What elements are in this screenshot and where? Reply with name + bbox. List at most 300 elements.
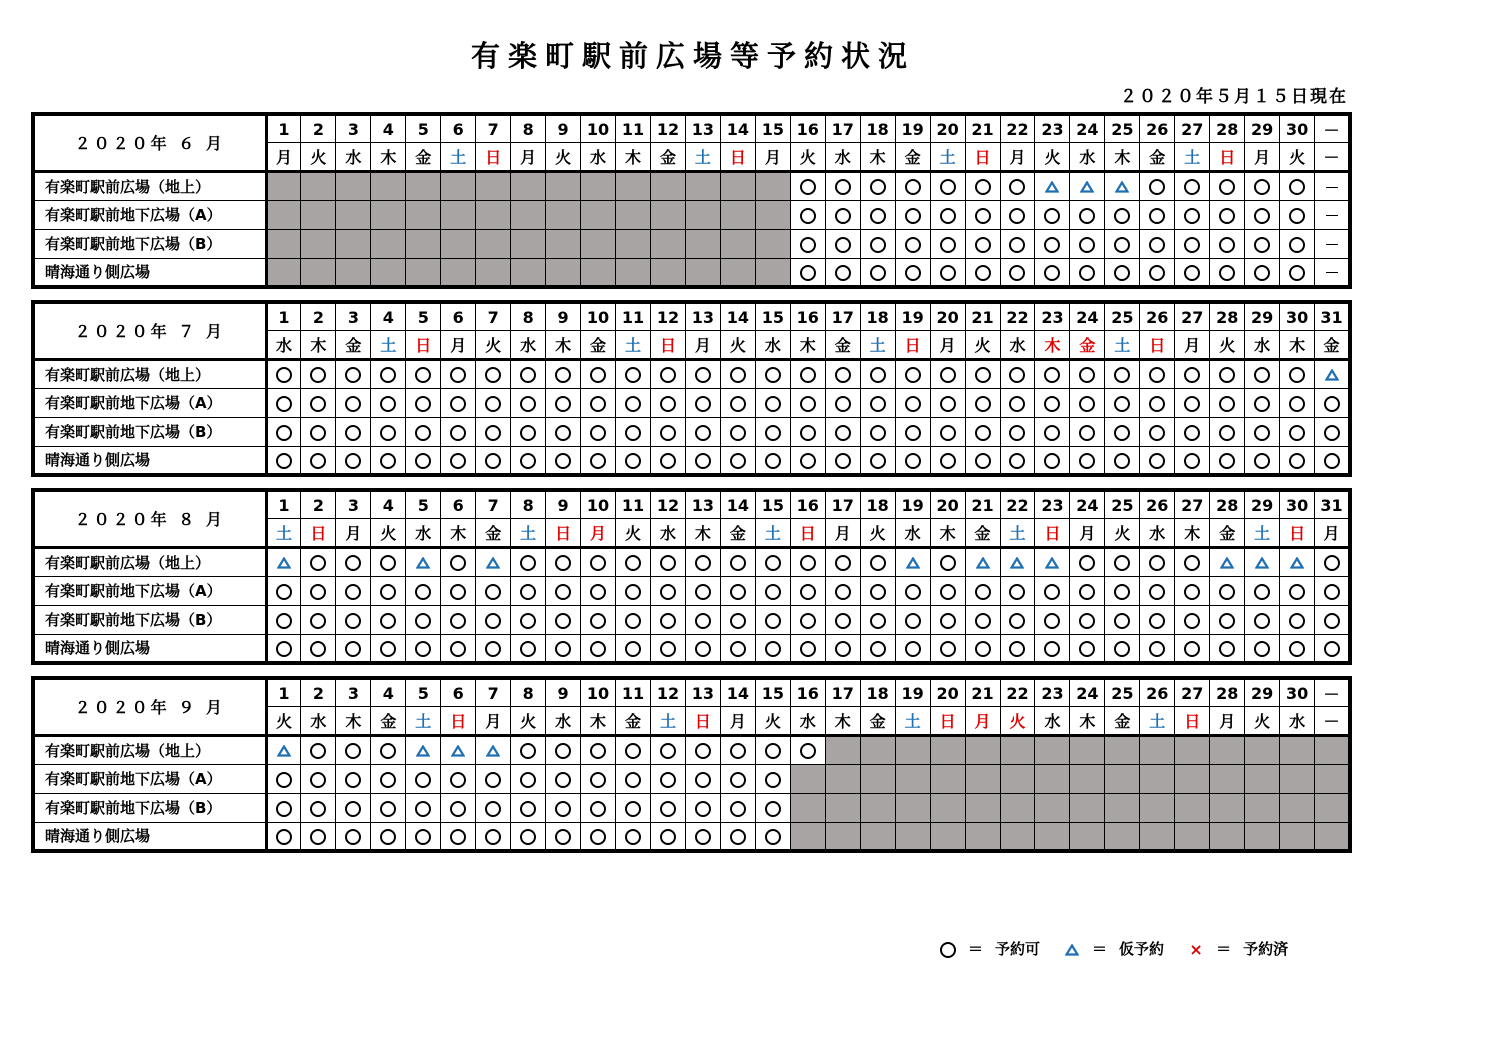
table-row (33, 359, 1350, 388)
availability-cell (1000, 634, 1035, 663)
weekday: 月 (1315, 519, 1350, 548)
day-number: 5 (406, 302, 441, 331)
circle-icon (730, 641, 746, 657)
day-number: 21 (965, 302, 1000, 331)
circle-icon (450, 453, 466, 469)
availability-cell (650, 229, 685, 258)
weekday: 日 (720, 143, 755, 172)
availability-cell (1035, 388, 1070, 417)
day-number: 24 (1070, 678, 1105, 707)
availability-cell (1315, 735, 1350, 764)
availability-cell (616, 200, 651, 229)
circle-icon (1254, 425, 1270, 441)
availability-cell (720, 446, 755, 475)
weekday: 水 (581, 143, 616, 172)
circle-icon (695, 396, 711, 412)
availability-cell (476, 388, 511, 417)
availability-cell (511, 388, 546, 417)
circle-icon (940, 584, 956, 600)
availability-cell (1210, 417, 1245, 446)
availability-cell (616, 735, 651, 764)
availability-cell (1070, 735, 1105, 764)
weekday: 水 (1280, 707, 1315, 736)
equals-sign: ＝ (1216, 940, 1232, 958)
circle-icon (800, 613, 816, 629)
availability-cell (546, 200, 581, 229)
availability-cell (301, 735, 336, 764)
circle-icon (590, 772, 606, 788)
circle-icon (415, 613, 431, 629)
circle-icon (450, 829, 466, 845)
availability-cell (266, 417, 301, 446)
availability-cell (1245, 388, 1280, 417)
day-number: 6 (441, 490, 476, 519)
availability-cell (476, 576, 511, 605)
availability-cell (441, 359, 476, 388)
circle-icon (660, 555, 676, 571)
circle-icon (660, 641, 676, 657)
availability-cell (1140, 764, 1175, 793)
circle-icon (345, 641, 361, 657)
day-number: 3 (336, 678, 371, 707)
circle-icon (485, 613, 501, 629)
circle-icon (276, 425, 292, 441)
availability-cell (650, 735, 685, 764)
circle-icon (625, 453, 641, 469)
availability-cell (1280, 822, 1315, 851)
circle-icon (380, 641, 396, 657)
availability-cell (1315, 822, 1350, 851)
circle-icon (765, 555, 781, 571)
availability-cell (860, 634, 895, 663)
availability-cell (476, 171, 511, 200)
weekday: 日 (650, 331, 685, 360)
weekday: 土 (1175, 143, 1210, 172)
circle-icon (380, 743, 396, 759)
availability-cell (616, 417, 651, 446)
availability-cell (1245, 793, 1280, 822)
availability-cell (441, 258, 476, 287)
availability-cell (1280, 634, 1315, 663)
day-number: 11 (616, 114, 651, 143)
day-number: 8 (511, 114, 546, 143)
circle-icon (1009, 453, 1025, 469)
circle-icon (940, 555, 956, 571)
availability-cell (790, 605, 825, 634)
circle-icon (1324, 584, 1340, 600)
day-number: 3 (336, 302, 371, 331)
availability-cell (965, 735, 1000, 764)
availability-cell (441, 417, 476, 446)
availability-cell (1105, 258, 1140, 287)
circle-icon (625, 367, 641, 383)
availability-cell (546, 576, 581, 605)
availability-cell (301, 576, 336, 605)
day-number: 30 (1280, 678, 1315, 707)
availability-cell (930, 171, 965, 200)
weekday: 水 (301, 707, 336, 736)
availability-cell (511, 735, 546, 764)
availability-cell (1315, 171, 1350, 200)
circle-icon (1289, 367, 1305, 383)
circle-icon (450, 801, 466, 817)
circle-icon (555, 425, 571, 441)
availability-cell (1175, 200, 1210, 229)
day-number: 26 (1140, 490, 1175, 519)
day-number: 17 (825, 678, 860, 707)
circle-icon (1044, 453, 1060, 469)
availability-cell (825, 171, 860, 200)
circle-icon (1184, 453, 1200, 469)
circle-icon (276, 453, 292, 469)
availability-cell (1035, 822, 1070, 851)
circle-icon (625, 396, 641, 412)
weekday: 金 (825, 331, 860, 360)
circle-icon (765, 613, 781, 629)
availability-cell (930, 446, 965, 475)
availability-cell (860, 258, 895, 287)
day-number: 8 (511, 678, 546, 707)
availability-cell (895, 764, 930, 793)
availability-cell (895, 793, 930, 822)
availability-cell (755, 822, 790, 851)
circle-icon (660, 584, 676, 600)
circle-icon (520, 584, 536, 600)
circle-icon (1009, 208, 1025, 224)
circle-icon (520, 555, 536, 571)
weekday: 火 (301, 143, 336, 172)
availability-cell (301, 171, 336, 200)
availability-cell (266, 359, 301, 388)
legend-item (940, 938, 1040, 959)
circle-icon (905, 208, 921, 224)
circle-icon (1254, 584, 1270, 600)
table-row (33, 547, 1350, 576)
weekday: 月 (1070, 519, 1105, 548)
availability-cell (371, 793, 406, 822)
availability-cell (1245, 547, 1280, 576)
circle-icon (1219, 425, 1235, 441)
availability-cell (965, 359, 1000, 388)
weekday: 金 (720, 519, 755, 548)
weekday: 土 (860, 331, 895, 360)
circle-icon (695, 425, 711, 441)
availability-cell (1105, 634, 1140, 663)
circle-icon (1219, 237, 1235, 253)
circle-icon (1044, 265, 1060, 281)
weekday: 水 (1035, 707, 1070, 736)
availability-cell (860, 446, 895, 475)
triangle-icon (451, 745, 465, 757)
circle-icon (1289, 425, 1305, 441)
day-number: 17 (825, 490, 860, 519)
weekday: 金 (371, 707, 406, 736)
weekday: 木 (790, 331, 825, 360)
availability-cell (301, 547, 336, 576)
availability-cell (930, 605, 965, 634)
availability-cell (1035, 793, 1070, 822)
availability-cell (895, 634, 930, 663)
day-number: 31 (1315, 302, 1350, 331)
availability-cell (965, 547, 1000, 576)
availability-cell (790, 388, 825, 417)
day-number: 23 (1035, 114, 1070, 143)
availability-cell (1000, 547, 1035, 576)
availability-cell (441, 605, 476, 634)
availability-cell (336, 605, 371, 634)
availability-cell (790, 547, 825, 576)
circle-icon (1149, 396, 1165, 412)
availability-cell (1105, 735, 1140, 764)
circle-icon (590, 641, 606, 657)
circle-icon (1149, 237, 1165, 253)
availability-cell (441, 200, 476, 229)
availability-cell (1140, 388, 1175, 417)
availability-cell (860, 359, 895, 388)
availability-cell (336, 576, 371, 605)
weekday: 土 (511, 519, 546, 548)
availability-cell (1070, 446, 1105, 475)
availability-cell (790, 200, 825, 229)
availability-cell (301, 822, 336, 851)
day-number: 12 (650, 490, 685, 519)
circle-icon (485, 801, 501, 817)
availability-cell (546, 547, 581, 576)
weekday: 木 (336, 707, 371, 736)
month-label: ２０２０年 ８ 月 (33, 490, 266, 547)
day-number: 7 (476, 114, 511, 143)
availability-cell (650, 793, 685, 822)
weekday: 火 (755, 707, 790, 736)
availability-cell (895, 547, 930, 576)
triangle-icon (277, 745, 291, 757)
availability-cell (1000, 576, 1035, 605)
availability-cell (371, 229, 406, 258)
day-number: 21 (965, 114, 1000, 143)
availability-cell (546, 446, 581, 475)
availability-cell (1140, 793, 1175, 822)
circle-icon (520, 396, 536, 412)
circle-icon (345, 555, 361, 571)
availability-cell (581, 605, 616, 634)
availability-cell (266, 200, 301, 229)
availability-cell (1035, 735, 1070, 764)
availability-cell (511, 793, 546, 822)
circle-icon (555, 584, 571, 600)
circle-icon (695, 453, 711, 469)
availability-cell (1280, 547, 1315, 576)
availability-cell (1280, 735, 1315, 764)
availability-cell (860, 417, 895, 446)
day-number: 30 (1280, 490, 1315, 519)
circle-icon (730, 555, 746, 571)
day-number: 6 (441, 302, 476, 331)
availability-cell (581, 735, 616, 764)
availability-cell (1210, 200, 1245, 229)
circle-icon (1324, 613, 1340, 629)
table-row (33, 229, 1350, 258)
circle-icon (380, 396, 396, 412)
availability-cell (511, 605, 546, 634)
availability-cell (965, 764, 1000, 793)
availability-cell (790, 229, 825, 258)
availability-cell (1210, 229, 1245, 258)
day-number: 11 (616, 302, 651, 331)
circle-icon (800, 265, 816, 281)
circle-icon (1009, 425, 1025, 441)
circle-icon (835, 453, 851, 469)
day-number: 24 (1070, 114, 1105, 143)
availability-cell (825, 446, 860, 475)
availability-cell (511, 822, 546, 851)
circle-icon (345, 613, 361, 629)
day-number: 29 (1245, 678, 1280, 707)
circle-icon (1219, 208, 1235, 224)
area-label: 有楽町駅前広場（地上） (33, 547, 266, 576)
day-number: 13 (685, 302, 720, 331)
day-number: 30 (1280, 114, 1315, 143)
day-number: 23 (1035, 678, 1070, 707)
availability-cell (336, 735, 371, 764)
weekday: 日 (965, 143, 1000, 172)
circle-icon (345, 425, 361, 441)
availability-cell (1035, 200, 1070, 229)
availability-cell (441, 735, 476, 764)
circle-icon (1114, 555, 1130, 571)
availability-cell (406, 171, 441, 200)
circle-icon (940, 396, 956, 412)
availability-cell (581, 576, 616, 605)
availability-cell (546, 735, 581, 764)
availability-cell (930, 417, 965, 446)
circle-icon (555, 772, 571, 788)
circle-icon (765, 829, 781, 845)
circle-icon (1289, 453, 1305, 469)
table-row (33, 446, 1350, 475)
circle-icon (1184, 237, 1200, 253)
availability-cell (685, 229, 720, 258)
day-number: 27 (1175, 302, 1210, 331)
area-label: 有楽町駅前地下広場（A） (33, 200, 266, 229)
availability-cell (336, 200, 371, 229)
availability-cell (860, 605, 895, 634)
day-number: 5 (406, 114, 441, 143)
weekday: 火 (860, 519, 895, 548)
dash-icon (1326, 244, 1338, 245)
availability-cell (930, 200, 965, 229)
circle-icon (590, 613, 606, 629)
area-label: 有楽町駅前地下広場（B） (33, 605, 266, 634)
availability-cell (301, 764, 336, 793)
circle-icon (555, 367, 571, 383)
circle-icon (310, 829, 326, 845)
circle-icon (415, 396, 431, 412)
availability-cell (336, 171, 371, 200)
availability-cell (930, 258, 965, 287)
weekday: 日 (1280, 519, 1315, 548)
availability-cell (685, 359, 720, 388)
availability-cell (581, 793, 616, 822)
availability-cell (1280, 764, 1315, 793)
day-number: － (1315, 114, 1350, 143)
availability-cell (1035, 764, 1070, 793)
weekday: 月 (825, 519, 860, 548)
availability-cell (965, 634, 1000, 663)
circle-icon (1324, 453, 1340, 469)
availability-cell (336, 258, 371, 287)
availability-cell (1315, 576, 1350, 605)
circle-icon (1289, 584, 1305, 600)
circle-icon (940, 453, 956, 469)
availability-cell (1210, 764, 1245, 793)
availability-cell (616, 793, 651, 822)
day-number: 5 (406, 490, 441, 519)
availability-cell (825, 764, 860, 793)
day-number: 12 (650, 302, 685, 331)
availability-cell (511, 446, 546, 475)
circle-icon (835, 208, 851, 224)
availability-cell (825, 388, 860, 417)
weekday: 火 (1035, 143, 1070, 172)
availability-cell (895, 171, 930, 200)
legend-item (1188, 938, 1288, 959)
triangle-icon (277, 557, 291, 569)
availability-cell (685, 417, 720, 446)
availability-cell (860, 764, 895, 793)
availability-cell (1315, 359, 1350, 388)
circle-icon (1079, 425, 1095, 441)
availability-cell (860, 735, 895, 764)
availability-cell (1245, 822, 1280, 851)
circle-icon (660, 829, 676, 845)
availability-cell (755, 258, 790, 287)
circle-icon (905, 367, 921, 383)
availability-cell (1000, 200, 1035, 229)
availability-cell (895, 576, 930, 605)
circle-icon (345, 743, 361, 759)
circle-icon (1149, 179, 1165, 195)
circle-icon (345, 801, 361, 817)
circle-icon (450, 584, 466, 600)
availability-cell (441, 634, 476, 663)
availability-cell (266, 446, 301, 475)
circle-icon (800, 237, 816, 253)
circle-icon (660, 367, 676, 383)
availability-cell (1000, 793, 1035, 822)
availability-cell (371, 171, 406, 200)
availability-cell (1175, 793, 1210, 822)
availability-cell (266, 735, 301, 764)
availability-cell (895, 822, 930, 851)
weekday: 土 (1105, 331, 1140, 360)
availability-cell (301, 417, 336, 446)
availability-cell (965, 200, 1000, 229)
weekday: 水 (1070, 143, 1105, 172)
circle-icon (870, 555, 886, 571)
circle-icon (1009, 584, 1025, 600)
circle-icon (1289, 208, 1305, 224)
availability-cell (965, 605, 1000, 634)
availability-cell (336, 359, 371, 388)
triangle-icon (1325, 369, 1339, 381)
circle-icon (765, 772, 781, 788)
availability-cell (1140, 171, 1175, 200)
circle-icon (485, 425, 501, 441)
circle-icon (1184, 367, 1200, 383)
circle-icon (625, 829, 641, 845)
circle-icon (380, 772, 396, 788)
circle-icon (800, 555, 816, 571)
